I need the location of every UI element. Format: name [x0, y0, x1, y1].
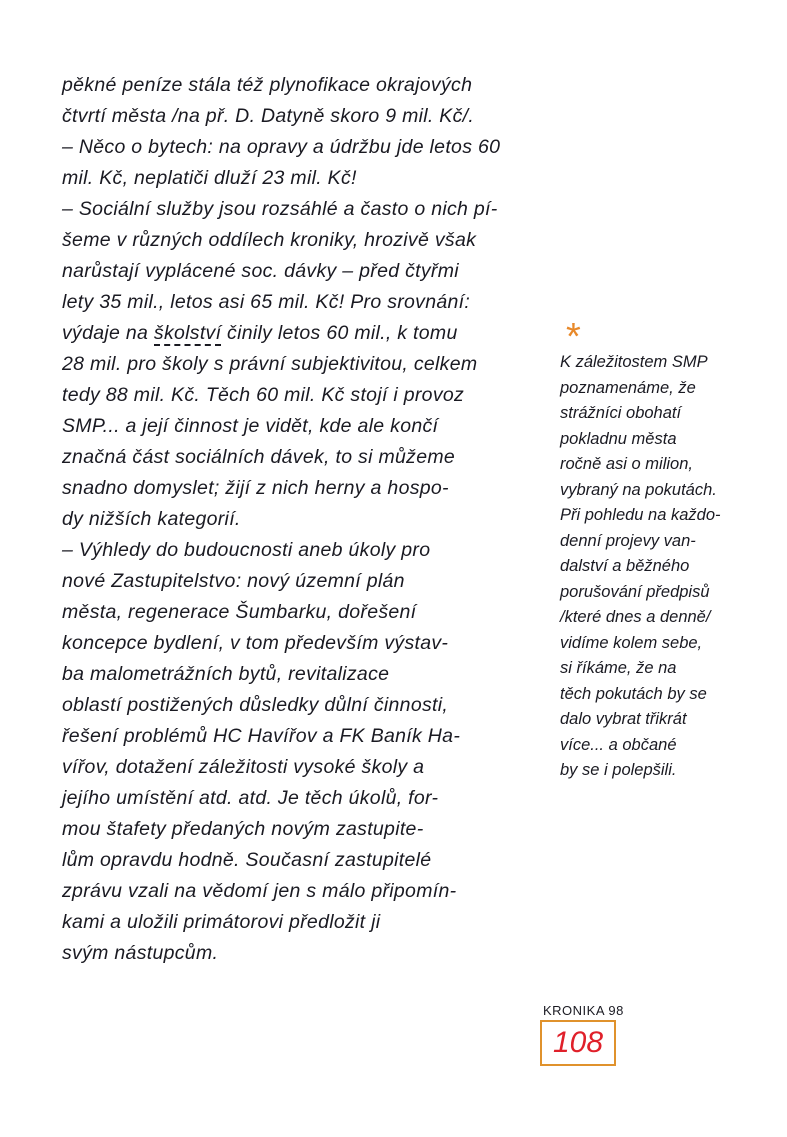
text-line: tedy 88 mil. Kč. Těch 60 mil. Kč stojí i provoz — [62, 384, 465, 406]
text-line: nové Zastupitelstvo: nový územní plán — [62, 570, 405, 592]
side-note-line: denní projevy van- — [560, 531, 696, 550]
text-segment: výdaje na — [62, 322, 154, 344]
side-note-line: porušování předpisů — [560, 582, 710, 601]
text-line: značná část sociálních dávek, to si můžeme — [62, 446, 456, 468]
side-note-line: poznamenáme, že — [560, 378, 696, 397]
text-line: jejího umístění atd. atd. Je těch úkolů, for- — [62, 787, 439, 809]
chronicle-label: KRONIKA 98 — [543, 1003, 624, 1018]
main-text — [62, 70, 552, 969]
text-segment: činily letos 60 mil., k tomu — [221, 322, 458, 344]
text-line: 28 mil. pro školy s právní subjektivitou, celkem — [62, 353, 478, 375]
text-line: šeme v různých oddílech kroniky, hrozivě však — [62, 229, 477, 251]
text-line: zprávu vzali na vědomí jen s málo připomín- — [62, 880, 457, 902]
side-note-line: vybraný na pokutách. — [560, 480, 717, 499]
side-note-line: ročně asi o milion, — [560, 455, 693, 473]
side-note-line: více... a občané — [560, 735, 677, 754]
side-note-line: dalo vybrat třikrát — [560, 710, 687, 728]
text-line: – Výhledy do budoucnosti aneb úkoly pro — [62, 539, 431, 561]
side-note-line: těch pokutách by se — [560, 684, 707, 703]
underlined-word: školství — [153, 322, 222, 344]
side-note-line: vidíme kolem sebe, — [560, 633, 703, 652]
text-line: koncepce bydlení, v tom především výstav- — [62, 632, 449, 654]
text-line: snadno domyslet; žijí z nich herny a hospo- — [62, 477, 449, 499]
text-line: dy nižších kategorií. — [62, 508, 241, 530]
page-number: 108 — [540, 1020, 616, 1066]
text-line: oblastí postižených důsledky důlní činnosti, — [62, 694, 449, 716]
side-note-line: by se i polepšili. — [560, 761, 677, 779]
side-note — [560, 350, 780, 784]
text-line: svým nástupcům. — [62, 942, 219, 964]
text-line — [62, 318, 552, 349]
text-line: vířov, dotažení záležitosti vysoké školy a — [62, 756, 425, 778]
text-line: města, regenerace Šumbarku, dořešení — [62, 601, 417, 623]
text-line: SMP... a její činnost je vidět, kde ale končí — [62, 415, 439, 437]
text-line: pěkné peníze stála též plynofikace okrajových — [62, 74, 473, 96]
text-line: ba malometrážních bytů, revitalizace — [62, 663, 390, 685]
side-note-line: Při pohledu na každo- — [560, 506, 721, 524]
text-line: narůstají vyplácené soc. dávky – před čtyřmi — [62, 260, 459, 282]
side-note-line: pokladnu města — [560, 429, 677, 448]
asterisk-marker: * — [566, 316, 581, 358]
side-note-line: K záležitostem SMP — [560, 353, 708, 371]
side-note-line: /které dnes a denně/ — [560, 608, 711, 626]
text-line: čtvrtí města /na př. D. Datyně skoro 9 mil. Kč/. — [62, 105, 475, 127]
text-line: – Něco o bytech: na opravy a údržbu jde letos 60 — [62, 136, 501, 158]
text-line: lům opravdu hodně. Současní zastupitelé — [62, 849, 432, 871]
text-line: mil. Kč, neplatiči dluží 23 mil. Kč! — [62, 167, 357, 189]
text-line: mou štafety předaných novým zastupite- — [62, 818, 424, 840]
side-note-line: dalství a běžného — [560, 557, 690, 575]
text-line: kami a uložili primátorovi předložit ji — [62, 911, 381, 933]
text-line: řešení problémů HC Havířov a FK Baník Ha- — [62, 725, 461, 747]
side-note-line: strážníci obohatí — [560, 404, 682, 422]
side-note-line: si říkáme, že na — [560, 659, 677, 677]
text-line: lety 35 mil., letos asi 65 mil. Kč! Pro srovnání: — [62, 291, 471, 313]
text-line: – Sociální služby jsou rozsáhlé a často o nich pí- — [62, 198, 498, 220]
